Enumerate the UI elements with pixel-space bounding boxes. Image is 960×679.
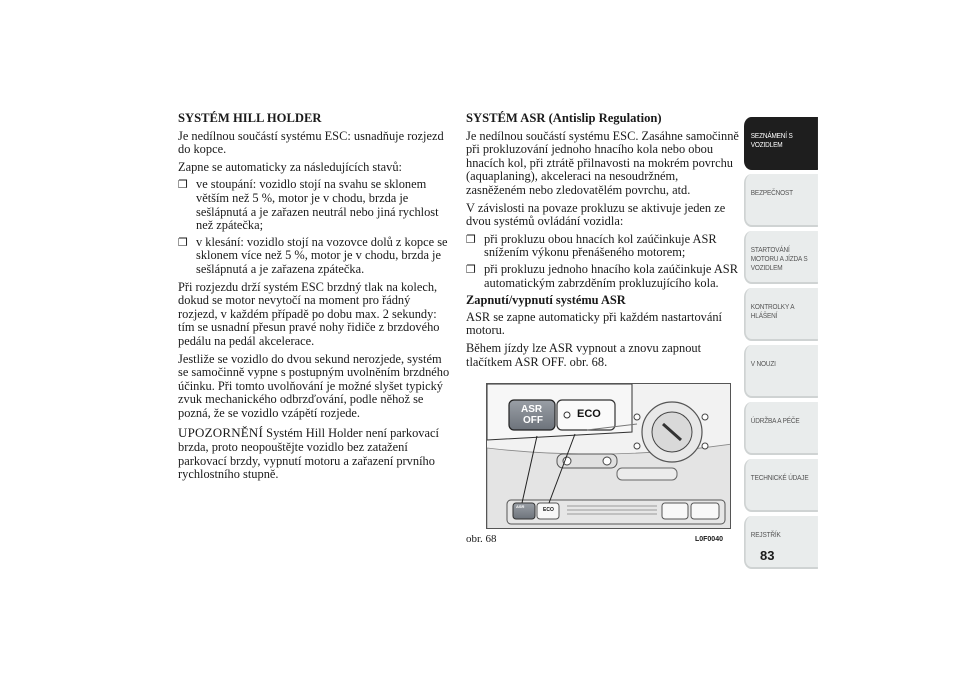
- tab-kontrolky-a-hlaseni[interactable]: KONTROLKY A HLÁŠENÍ: [744, 288, 818, 341]
- list-item: ❐ ve stoupání: vozidlo stojí na svahu se sklonem větším než 5 %, motor je v chodu, brzda je sešlápnutá a je zařazen neutrál nebo jiná rychlost než zpátečka;: [178, 177, 439, 233]
- tab-startovani-motoru[interactable]: STARTOVÁNÍ MOTORU A JÍZDA S VOZIDLEM: [744, 231, 818, 284]
- tab-technicke-udaje[interactable]: TECHNICKÉ ÚDAJE: [744, 459, 818, 512]
- paragraph: Jestliže se vozidlo do dvou sekund nerozjede, systém se samočinně vypne s postupným uvolněním brzdného účinku. Při tomto uvolňování je možné slyšet typický zvuk mechanického odbrzďování, podle něhož se pozná, že se vozidlo vzápětí rozjede.: [178, 351, 450, 420]
- paragraph: Je nedílnou součástí systému ESC: usnadňuje rozjezd do kopce.: [178, 128, 444, 157]
- paragraph: ASR se zapne automaticky při každém nastartování motoru.: [466, 309, 722, 338]
- tab-bezpecnost[interactable]: BEZPEČNOST: [744, 174, 818, 227]
- page-number: 83: [760, 548, 775, 563]
- tab-rejstrik[interactable]: REJSTŘÍK: [744, 516, 818, 569]
- paragraph: Během jízdy lze ASR vypnout a znovu zapnout tlačítkem ASR OFF. obr. 68.: [466, 340, 702, 369]
- section-heading-asr: SYSTÉM ASR (Antislip Regulation): [466, 111, 662, 125]
- paragraph: Je nedílnou součástí systému ESC. Zasáhne samočinně při prokluzování jednoho hnacího kola nebo obou hnacích kol, při ztrátě přilnavosti na mokrém povrchu (aquaplaning), akceleraci na nesoudržném, zasněženém nebo zledovatělém povrchu, atd.: [466, 128, 739, 197]
- figure-caption: obr. 68: [466, 533, 497, 545]
- bullet-list: [178, 178, 450, 276]
- dashboard-illustration: [486, 383, 731, 529]
- eco-label: ECO: [577, 408, 601, 420]
- small-asr-label: ASR: [516, 504, 525, 509]
- left-column: [178, 112, 450, 486]
- checkbox-icon: ❐: [178, 235, 188, 249]
- paragraph: Zapne se automaticky za následujících stavů:: [178, 159, 402, 174]
- checkbox-icon: ❐: [466, 232, 476, 246]
- asr-label: ASR: [521, 404, 543, 415]
- paragraph: V závislosti na povaze prokluzu se aktivuje jeden ze dvou systémů ovládání vozidla:: [466, 200, 726, 229]
- off-label: OFF: [523, 415, 543, 426]
- list-item: ❐ při prokluzu obou hnacích kol zaúčinkuje ASR snížením výkonu přenášeného motorem;: [466, 231, 717, 260]
- figure-code: L0F0040: [694, 536, 723, 543]
- tab-udrzba-a-pece[interactable]: ÚDRŽBA A PÉČE: [744, 402, 818, 455]
- chapter-tabs: [744, 117, 818, 573]
- small-eco-label: ECO: [543, 507, 554, 513]
- tab-seznameni-s-vozidlem[interactable]: SEZNÁMENÍ S VOZIDLEM: [744, 117, 818, 170]
- checkbox-icon: ❐: [466, 262, 476, 276]
- subheading-asr-toggle: Zapnutí/vypnutí systému ASR: [466, 293, 626, 308]
- warning-note: [178, 426, 450, 481]
- tab-v-nouzi[interactable]: V NOUZI: [744, 345, 818, 398]
- warning-text: Systém Hill Holder není parkovací brzda, proto neopouštějte vozidlo bez zatažení parkovací brzdy, vypnutí motoru a zařazení prvního rychlostního stupně.: [178, 426, 439, 482]
- paragraph: Při rozjezdu drží systém ESC brzdný tlak na kolech, dokud se motor nevytočí na moment pro řádný rozjezd, v každém případě po dobu max. 2 sekundy: tím se usnadní přesun pravé nohy řidiče z brzdového pedálu na pedál akcelerace.: [178, 279, 440, 348]
- checkbox-icon: ❐: [178, 178, 188, 192]
- figure-68: [466, 383, 745, 545]
- list-item: ❐ při prokluzu jednoho hnacího kola zaúčinkuje ASR automatickým zabrzděním prokluzujícího kola.: [466, 261, 738, 290]
- warning-label: UPOZORNĚNÍ: [178, 425, 264, 441]
- list-item: ❐ v klesání: vozidlo stojí na vozovce dolů z kopce se sklonem více než 5 %, motor je v chodu, brzda je sešlápnutá a je zařazena zpátečka.: [178, 234, 448, 276]
- section-heading-hill-holder: SYSTÉM HILL HOLDER: [178, 111, 322, 125]
- right-column: [466, 112, 740, 373]
- bullet-list: [466, 233, 740, 290]
